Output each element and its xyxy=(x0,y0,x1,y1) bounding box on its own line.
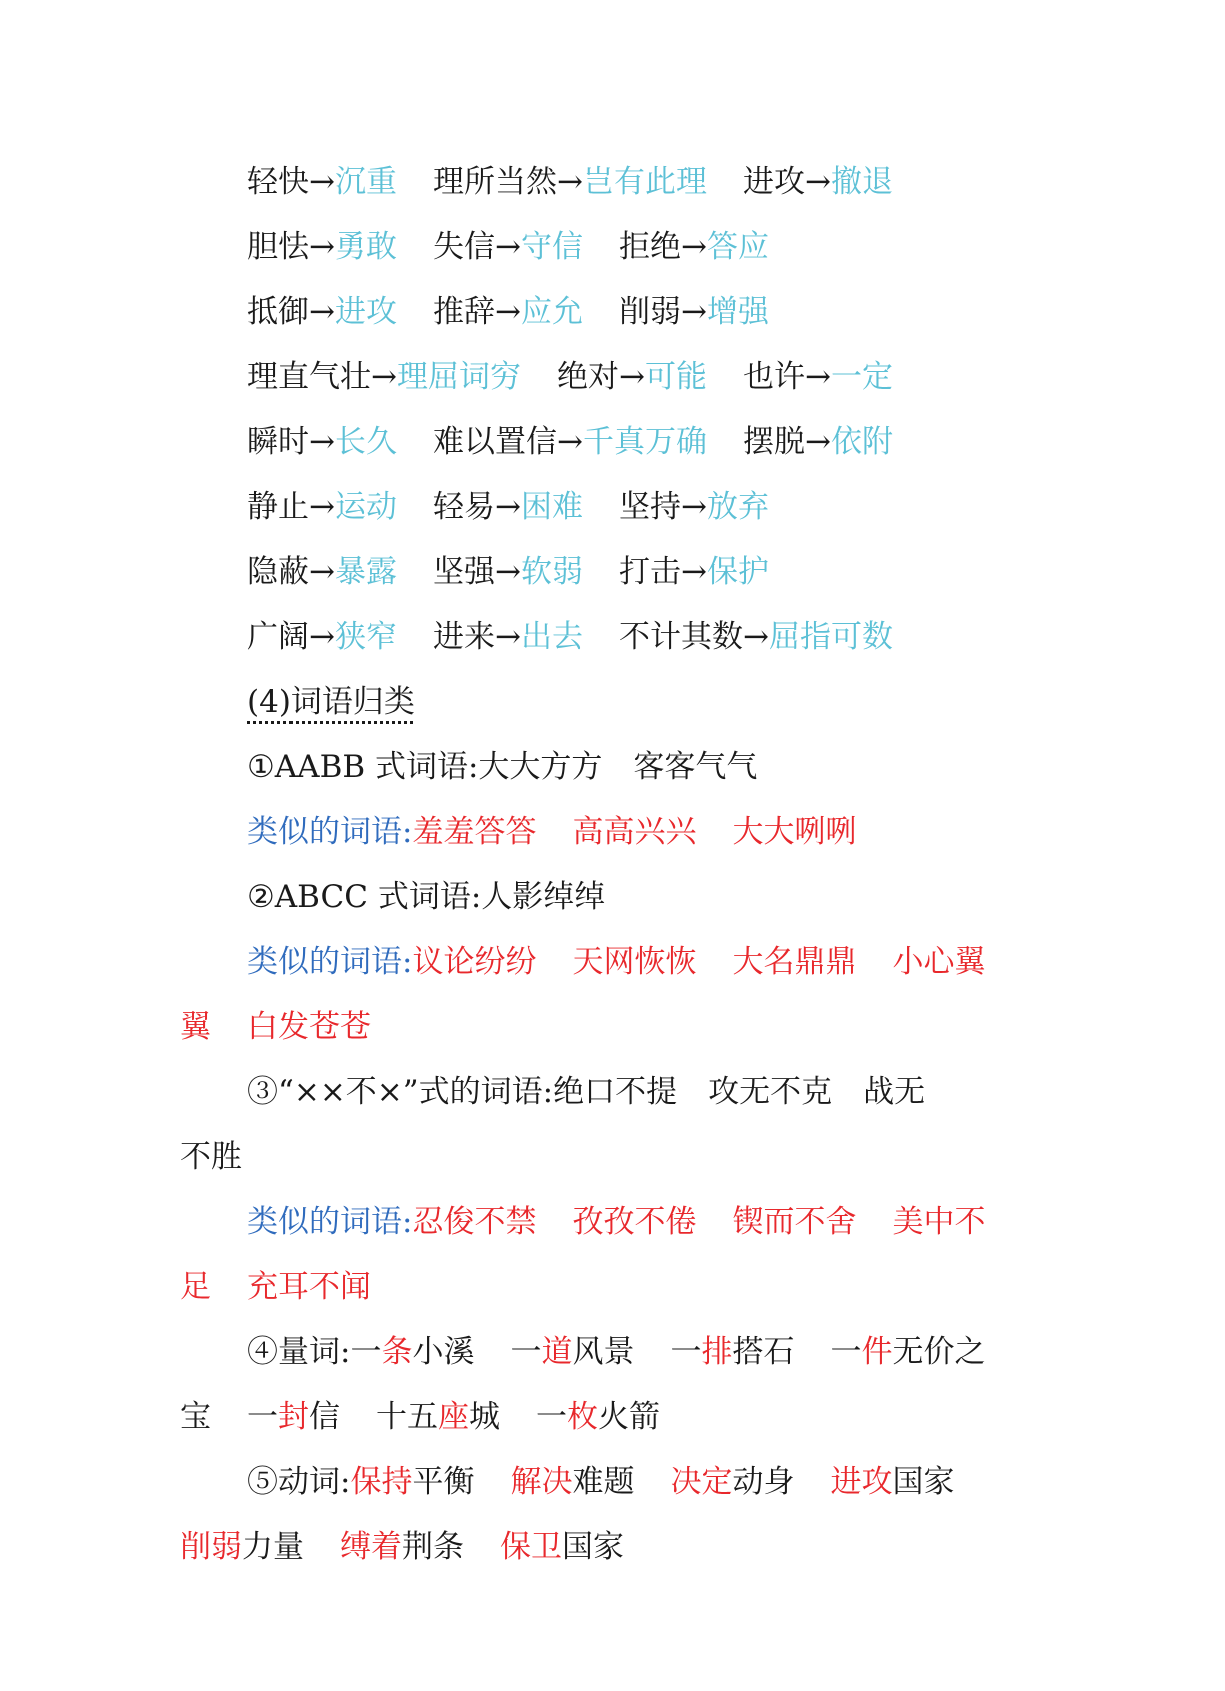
measure-number: 十五 xyxy=(376,1399,438,1435)
similar-label: 类似的词语: xyxy=(247,944,413,980)
verb-word: 保持 xyxy=(350,1464,413,1500)
arrow-icon: → xyxy=(680,489,707,525)
antonym-word: 失信 xyxy=(432,229,495,265)
measure-word: 条 xyxy=(381,1334,413,1370)
antonym-word: 打击 xyxy=(618,554,681,590)
xxbux-line-cont xyxy=(180,1125,1040,1190)
measure-word: 座 xyxy=(438,1399,469,1435)
verb-word: 进攻 xyxy=(830,1464,893,1500)
verb-object: 国家 xyxy=(562,1529,624,1565)
similar-word: 议论纷纷 xyxy=(412,944,537,980)
verb-word: 保卫 xyxy=(500,1529,562,1565)
antonym-row xyxy=(180,345,1040,410)
aabb-line xyxy=(180,735,1040,800)
measure-prefix: 宝 xyxy=(180,1399,211,1435)
antonym-word: 进来 xyxy=(432,619,495,655)
similar-word: 锲而不舍 xyxy=(732,1204,857,1240)
measure-number: 一 xyxy=(536,1399,567,1435)
arrow-icon: → xyxy=(742,619,769,655)
measure-word: 道 xyxy=(541,1334,573,1370)
arrow-icon: → xyxy=(618,359,645,395)
antonym-answer: 进攻 xyxy=(334,294,397,330)
verb-object: 国家 xyxy=(892,1464,955,1500)
antonym-word: 理直气壮 xyxy=(247,359,371,395)
arrow-icon: → xyxy=(309,294,335,330)
arrow-icon: → xyxy=(680,554,707,590)
aabb-label: ①AABB 式词语:大大方方 客客气气 xyxy=(247,749,758,785)
antonym-word: 抵御 xyxy=(247,294,309,330)
antonym-word: 拒绝 xyxy=(618,229,681,265)
antonym-answer: 千真万确 xyxy=(582,424,707,460)
arrow-icon: → xyxy=(804,359,831,395)
xxbux-label-cont: 不胜 xyxy=(180,1139,242,1175)
antonym-row xyxy=(180,150,1040,215)
similar-word: 大大咧咧 xyxy=(732,814,857,850)
antonym-word: 轻快 xyxy=(247,164,309,200)
arrow-icon: → xyxy=(804,164,831,200)
measure-number: 一 xyxy=(670,1334,702,1370)
similar-label: 类似的词语: xyxy=(247,1204,413,1240)
aabb-similar-line xyxy=(180,800,1040,865)
antonym-row xyxy=(180,280,1040,345)
arrow-icon: → xyxy=(309,489,335,525)
xxbux-line xyxy=(180,1060,1040,1125)
measure-noun: 搭石 xyxy=(732,1334,795,1370)
similar-word: 忍俊不禁 xyxy=(412,1204,537,1240)
antonym-word: 轻易 xyxy=(432,489,495,525)
antonym-answer: 困难 xyxy=(520,489,583,525)
similar-word: 大名鼎鼎 xyxy=(732,944,857,980)
xxbux-similar-line xyxy=(180,1190,1040,1255)
verb-word: 决定 xyxy=(670,1464,733,1500)
antonym-answer: 运动 xyxy=(334,489,397,525)
antonym-answer: 应允 xyxy=(520,294,583,330)
verb-object: 动身 xyxy=(732,1464,795,1500)
antonym-answer: 守信 xyxy=(520,229,583,265)
antonym-answer: 放弃 xyxy=(706,489,769,525)
antonym-answer: 理屈词穷 xyxy=(396,359,521,395)
antonym-answer: 狭窄 xyxy=(334,619,397,655)
antonym-answer: 暴露 xyxy=(334,554,397,590)
section-heading-text xyxy=(247,684,415,720)
arrow-icon: → xyxy=(309,619,335,655)
antonym-answer: 撤退 xyxy=(830,164,893,200)
arrow-icon: → xyxy=(680,229,707,265)
arrow-icon: → xyxy=(494,294,521,330)
measure-number: 一 xyxy=(830,1334,862,1370)
antonym-answer: 沉重 xyxy=(334,164,397,200)
antonym-word: 进攻 xyxy=(742,164,805,200)
antonym-word: 难以置信 xyxy=(432,424,557,460)
measure-line-cont xyxy=(180,1385,1040,1450)
verbs-line xyxy=(180,1450,1040,1515)
antonym-answer: 岂有此理 xyxy=(582,164,707,200)
antonym-word: 也许 xyxy=(742,359,805,395)
antonym-word: 瞬时 xyxy=(247,424,309,460)
arrow-icon: → xyxy=(494,554,521,590)
arrow-icon: → xyxy=(494,229,521,265)
arrow-icon: → xyxy=(680,294,707,330)
antonym-row xyxy=(180,605,1040,670)
similar-word: 足 xyxy=(180,1269,211,1305)
antonym-word: 静止 xyxy=(247,489,309,525)
antonym-word: 理所当然 xyxy=(432,164,557,200)
antonym-answer: 软弱 xyxy=(520,554,583,590)
antonym-word: 广阔 xyxy=(247,619,309,655)
antonym-row xyxy=(180,215,1040,280)
verb-object: 平衡 xyxy=(412,1464,475,1500)
similar-word: 高高兴兴 xyxy=(572,814,697,850)
arrow-icon: → xyxy=(556,424,583,460)
arrow-icon: → xyxy=(371,359,397,395)
antonym-row xyxy=(180,475,1040,540)
arrow-icon: → xyxy=(494,489,521,525)
measure-word: 件 xyxy=(861,1334,893,1370)
antonym-list xyxy=(180,150,1040,670)
antonym-answer: 可能 xyxy=(644,359,707,395)
verbs-line-cont xyxy=(180,1515,1040,1580)
arrow-icon: → xyxy=(309,229,335,265)
measure-noun: 小溪 xyxy=(412,1334,475,1370)
similar-word: 天网恢恢 xyxy=(572,944,697,980)
similar-word: 羞羞答答 xyxy=(412,814,537,850)
section-heading xyxy=(180,670,1040,735)
abcc-label: ②ABCC 式词语:人影绰绰 xyxy=(247,879,606,915)
antonym-answer: 保护 xyxy=(706,554,769,590)
measure-label: ④量词: xyxy=(247,1334,351,1370)
measure-line xyxy=(180,1320,1040,1385)
measure-word: 排 xyxy=(701,1334,733,1370)
measure-number: 一 xyxy=(350,1334,382,1370)
similar-word: 翼 xyxy=(180,1009,211,1045)
measure-noun: 信 xyxy=(309,1399,340,1435)
measure-word: 封 xyxy=(278,1399,309,1435)
antonym-word: 推辞 xyxy=(432,294,495,330)
abcc-line xyxy=(180,865,1040,930)
verb-object: 难题 xyxy=(572,1464,635,1500)
antonym-word: 坚持 xyxy=(618,489,681,525)
antonym-word: 坚强 xyxy=(432,554,495,590)
measure-word: 枚 xyxy=(567,1399,598,1435)
antonym-word: 摆脱 xyxy=(742,424,805,460)
xxbux-label: ③“××不×”式的词语:绝口不提 攻无不克 战无 xyxy=(247,1074,926,1110)
measure-noun: 风景 xyxy=(572,1334,635,1370)
verb-object: 力量 xyxy=(242,1529,304,1565)
similar-label: 类似的词语: xyxy=(247,814,413,850)
similar-word: 美中不 xyxy=(892,1204,986,1240)
antonym-answer: 长久 xyxy=(334,424,397,460)
section-number: (4) xyxy=(247,684,291,720)
antonym-answer: 答应 xyxy=(706,229,769,265)
abcc-similar-line-cont xyxy=(180,995,1040,1060)
abcc-similar-line xyxy=(180,930,1040,995)
verb-word: 解决 xyxy=(510,1464,573,1500)
measure-noun: 无价之 xyxy=(892,1334,986,1370)
similar-word: 小心翼 xyxy=(892,944,986,980)
arrow-icon: → xyxy=(556,164,583,200)
antonym-word: 削弱 xyxy=(618,294,681,330)
measure-number: 一 xyxy=(247,1399,278,1435)
arrow-icon: → xyxy=(309,554,335,590)
verb-word: 削弱 xyxy=(180,1529,242,1565)
verb-object: 荆条 xyxy=(402,1529,464,1565)
verbs-label: ⑤动词: xyxy=(247,1464,351,1500)
similar-word: 孜孜不倦 xyxy=(572,1204,697,1240)
antonym-row xyxy=(180,410,1040,475)
antonym-row xyxy=(180,540,1040,605)
similar-word: 充耳不闻 xyxy=(247,1269,371,1305)
antonym-word: 不计其数 xyxy=(618,619,743,655)
measure-number: 一 xyxy=(510,1334,542,1370)
measure-noun: 火箭 xyxy=(598,1399,660,1435)
section-title: 词语归类 xyxy=(290,684,415,720)
document-page xyxy=(180,150,1040,1580)
verb-word: 缚着 xyxy=(340,1529,402,1565)
antonym-answer: 勇敢 xyxy=(334,229,397,265)
antonym-word: 隐蔽 xyxy=(247,554,309,590)
antonym-answer: 依附 xyxy=(830,424,893,460)
antonym-answer: 一定 xyxy=(830,359,893,395)
arrow-icon: → xyxy=(309,424,335,460)
antonym-word: 绝对 xyxy=(556,359,619,395)
arrow-icon: → xyxy=(309,164,335,200)
arrow-icon: → xyxy=(804,424,831,460)
measure-noun: 城 xyxy=(469,1399,500,1435)
antonym-answer: 增强 xyxy=(706,294,769,330)
antonym-word: 胆怯 xyxy=(247,229,309,265)
xxbux-similar-line-cont xyxy=(180,1255,1040,1320)
antonym-answer: 屈指可数 xyxy=(768,619,893,655)
antonym-answer: 出去 xyxy=(520,619,583,655)
similar-word: 白发苍苍 xyxy=(247,1009,371,1045)
arrow-icon: → xyxy=(494,619,521,655)
